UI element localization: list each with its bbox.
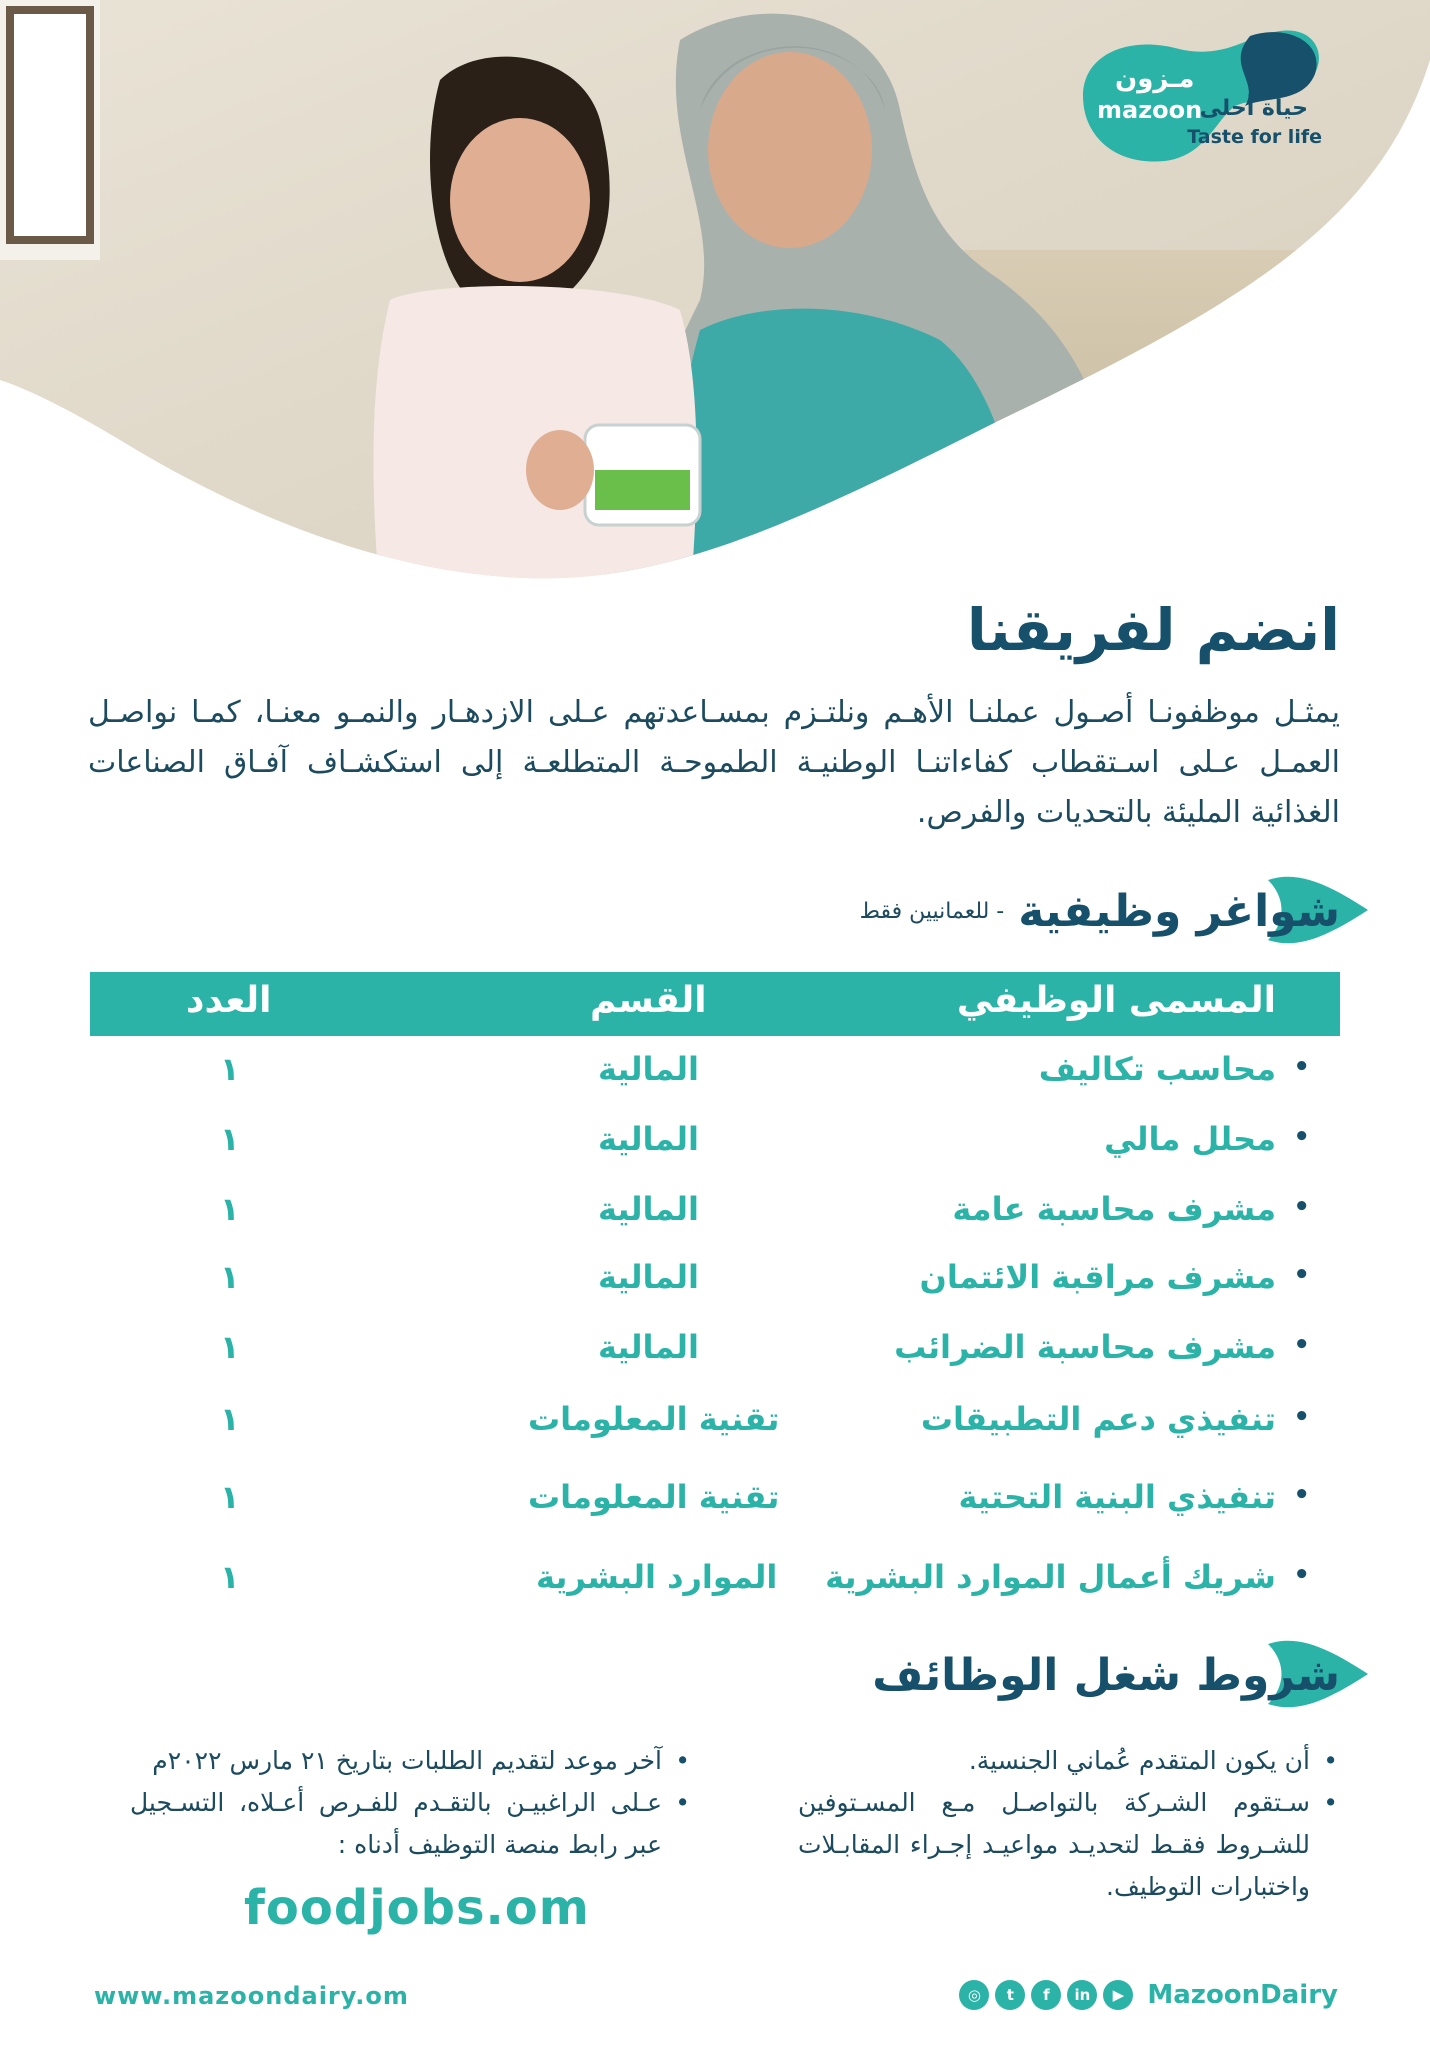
table-row — [90, 1112, 1340, 1172]
job-department: المالية — [598, 1328, 699, 1366]
header-department: القسم — [590, 980, 707, 1021]
job-count: ١ — [220, 1190, 240, 1228]
bullet-icon: • — [1293, 1330, 1310, 1360]
logo-name-ar: مـزون — [1115, 64, 1195, 94]
table-row — [90, 1042, 1340, 1102]
job-title: محاسب تكاليف — [1038, 1050, 1276, 1088]
twitter-icon[interactable]: t — [995, 1980, 1025, 2010]
condition-item: • سـتقوم الشـركة بالتواصـل مـع المسـتوفين للشـروط فقـط لتحديـد مواعيـد إجـراء المقابـلات واختبارات التوظيف. — [798, 1782, 1310, 1908]
conditions-right-column — [798, 1740, 1338, 1908]
condition-item: • أن يكون المتقدم عُماني الجنسية. — [798, 1740, 1310, 1782]
hero-photo — [0, 0, 1430, 600]
conditions-heading — [872, 1650, 1340, 1701]
job-count: ١ — [220, 1120, 240, 1158]
job-title: تنفيذي البنية التحتية — [958, 1478, 1276, 1516]
bullet-icon: • — [1293, 1402, 1310, 1432]
job-count: ١ — [220, 1478, 240, 1516]
website-link[interactable]: www.mazoondairy.om — [94, 1982, 409, 2010]
table-row — [90, 1320, 1340, 1380]
job-department: المالية — [598, 1258, 699, 1296]
job-count: ١ — [220, 1050, 240, 1088]
logo-tagline-ar: حياة أحلى — [1199, 96, 1308, 121]
job-title: شريك أعمال الموارد البشرية — [825, 1558, 1276, 1596]
job-count: ١ — [220, 1400, 240, 1438]
intro-paragraph: يمثـل موظفونـا أصـول عملنـا الأهـم ونلتـزم بمسـاعدتهم عـلى الازدهـار والنمـو معنـا، كمـا نواصـل العمـل عـلى اسـتقطاب كفاءاتنـا الوطنيـة الطموحـة المتطلعـة إلى استكشـاف آفـاق الصناعات الغذائية المليئة بالتحديات والفرص. — [88, 695, 1340, 830]
bullet-icon: • — [1293, 1560, 1310, 1590]
condition-item: • آخر موعد لتقديم الطلبات بتاريخ ٢١ مارس ٢٠٢٢م — [130, 1740, 662, 1782]
logo-tagline-en: Taste for life — [1187, 126, 1322, 148]
youtube-icon[interactable]: ▶ — [1103, 1980, 1133, 2010]
header-job-title: المسمى الوظيفي — [956, 980, 1276, 1021]
apply-link[interactable]: foodjobs.om — [244, 1880, 590, 1936]
job-count: ١ — [220, 1328, 240, 1366]
table-row — [90, 1550, 1340, 1610]
vacancies-title: شواغر وظيفية — [1018, 886, 1340, 937]
job-count: ١ — [220, 1558, 240, 1596]
job-department: تقنية المعلومات — [528, 1400, 780, 1438]
logo-name-en: mazoon — [1097, 96, 1203, 124]
bullet-icon: • — [1293, 1480, 1310, 1510]
social-links — [959, 1980, 1338, 2010]
job-title: تنفيذي دعم التطبيقات — [920, 1400, 1276, 1438]
job-department: المالية — [598, 1190, 699, 1228]
job-count: ١ — [220, 1258, 240, 1296]
bullet-icon: • — [1293, 1192, 1310, 1222]
bullet-icon: • — [1293, 1260, 1310, 1290]
table-row — [90, 1392, 1340, 1452]
instagram-icon[interactable]: ◎ — [959, 1980, 989, 2010]
job-department: المالية — [598, 1120, 699, 1158]
vacancies-table-header — [90, 972, 1340, 1036]
job-department: المالية — [598, 1050, 699, 1088]
page-title: انضم لفريقنا — [966, 596, 1340, 664]
job-department: تقنية المعلومات — [528, 1478, 780, 1516]
vacancies-heading — [860, 886, 1340, 937]
job-title: محلل مالي — [1104, 1120, 1276, 1158]
table-row — [90, 1470, 1340, 1530]
job-title: مشرف محاسبة الضرائب — [894, 1328, 1276, 1366]
table-row — [90, 1182, 1340, 1242]
vacancies-subtitle: - للعمانيين فقط — [859, 899, 1005, 924]
conditions-title: شروط شغل الوظائف — [872, 1650, 1340, 1701]
bullet-icon: • — [1293, 1052, 1310, 1082]
header-count: العدد — [186, 980, 272, 1021]
condition-item: • عـلى الراغبيـن بالتقـدم للفـرص أعـلاه، التسـجيل عبر رابط منصة التوظيف أدناه : — [130, 1782, 662, 1866]
bullet-icon: • — [1293, 1122, 1310, 1152]
table-row — [90, 1250, 1340, 1310]
conditions-left-column — [130, 1740, 690, 1866]
social-handle[interactable]: MazoonDairy — [1147, 1980, 1338, 2010]
job-title: مشرف مراقبة الائتمان — [919, 1258, 1276, 1296]
linkedin-icon[interactable]: in — [1067, 1980, 1097, 2010]
brand-logo — [1075, 26, 1330, 166]
job-department: الموارد البشرية — [536, 1558, 778, 1596]
job-title: مشرف محاسبة عامة — [952, 1190, 1276, 1228]
facebook-icon[interactable]: f — [1031, 1980, 1061, 2010]
